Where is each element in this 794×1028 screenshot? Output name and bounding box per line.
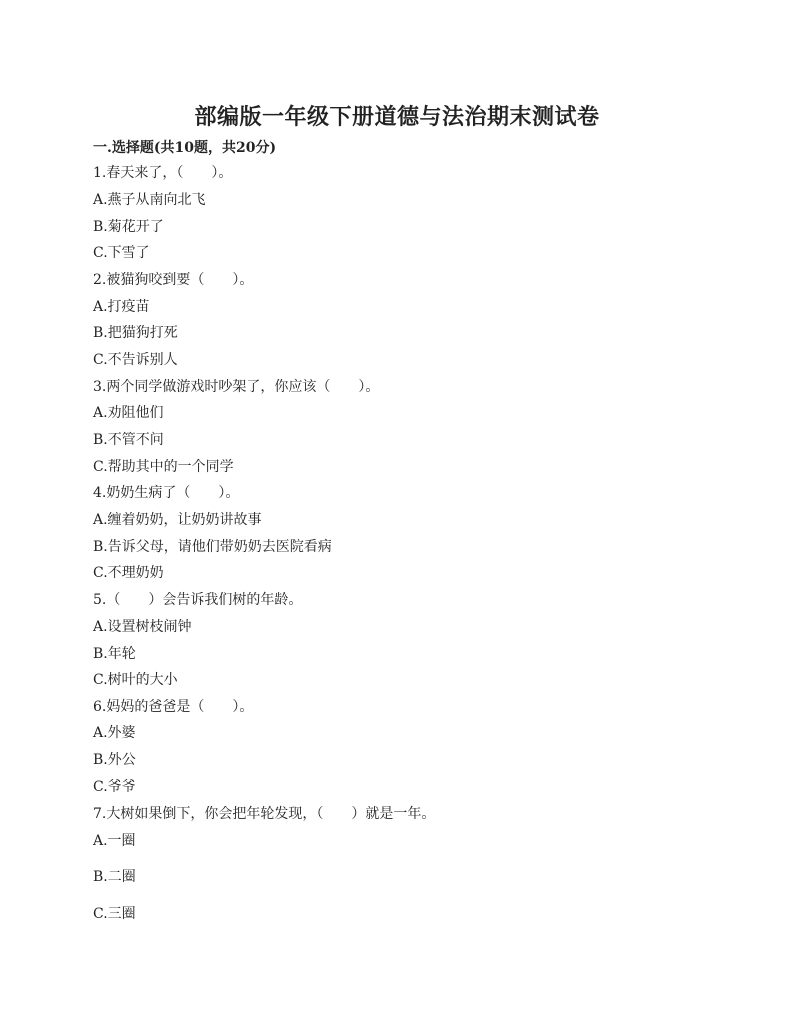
q3-option-c: C.帮助其中的一个同学 [93, 459, 234, 475]
q3-option-b: B.不管不问 [93, 432, 164, 448]
q4-stem: 4.奶奶生病了（ ）。 [93, 485, 240, 501]
q6-option-b: B.外公 [93, 752, 136, 768]
q1-option-a: A.燕子从南向北飞 [93, 192, 206, 208]
q4-option-b: B.告诉父母，请他们带奶奶去医院看病 [93, 539, 332, 555]
q1-stem: 1.春天来了，（ ）。 [93, 165, 233, 181]
q3-stem: 3.两个同学做游戏时吵架了，你应该（ ）。 [93, 379, 380, 395]
q4-option-c: C.不理奶奶 [93, 565, 164, 581]
q2-option-b: B.把猫狗打死 [93, 325, 178, 341]
q2-option-a: A.打疫苗 [93, 299, 150, 315]
q4-option-a: A.缠着奶奶，让奶奶讲故事 [93, 512, 262, 528]
q5-option-a: A.设置树枝闹钟 [93, 619, 192, 635]
q7-option-a: A.一圈 [93, 833, 136, 849]
q6-stem: 6.妈妈的爸爸是（ ）。 [93, 699, 254, 715]
q6-option-a: A.外婆 [93, 725, 136, 741]
q5-option-c: C.树叶的大小 [93, 672, 178, 688]
q1-option-c: C.下雪了 [93, 245, 150, 261]
section-heading: 一.选择题(共10题，共20分) [93, 140, 277, 156]
q2-option-c: C.不告诉别人 [93, 352, 178, 368]
q5-option-b: B.年轮 [93, 646, 136, 662]
q7-option-b: B.二圈 [93, 869, 136, 885]
q5-stem: 5.（ ）会告诉我们树的年龄。 [93, 592, 303, 608]
page-title: 部编版一年级下册道德与法治期末测试卷 [194, 104, 600, 130]
q7-option-c: C.三圈 [93, 906, 136, 922]
q7-stem: 7.大树如果倒下，你会把年轮发现，（ ）就是一年。 [93, 806, 436, 822]
q1-option-b: B.菊花开了 [93, 219, 164, 235]
q3-option-a: A.劝阻他们 [93, 405, 164, 421]
q2-stem: 2.被猫狗咬到要（ ）。 [93, 272, 254, 288]
q6-option-c: C.爷爷 [93, 779, 136, 795]
